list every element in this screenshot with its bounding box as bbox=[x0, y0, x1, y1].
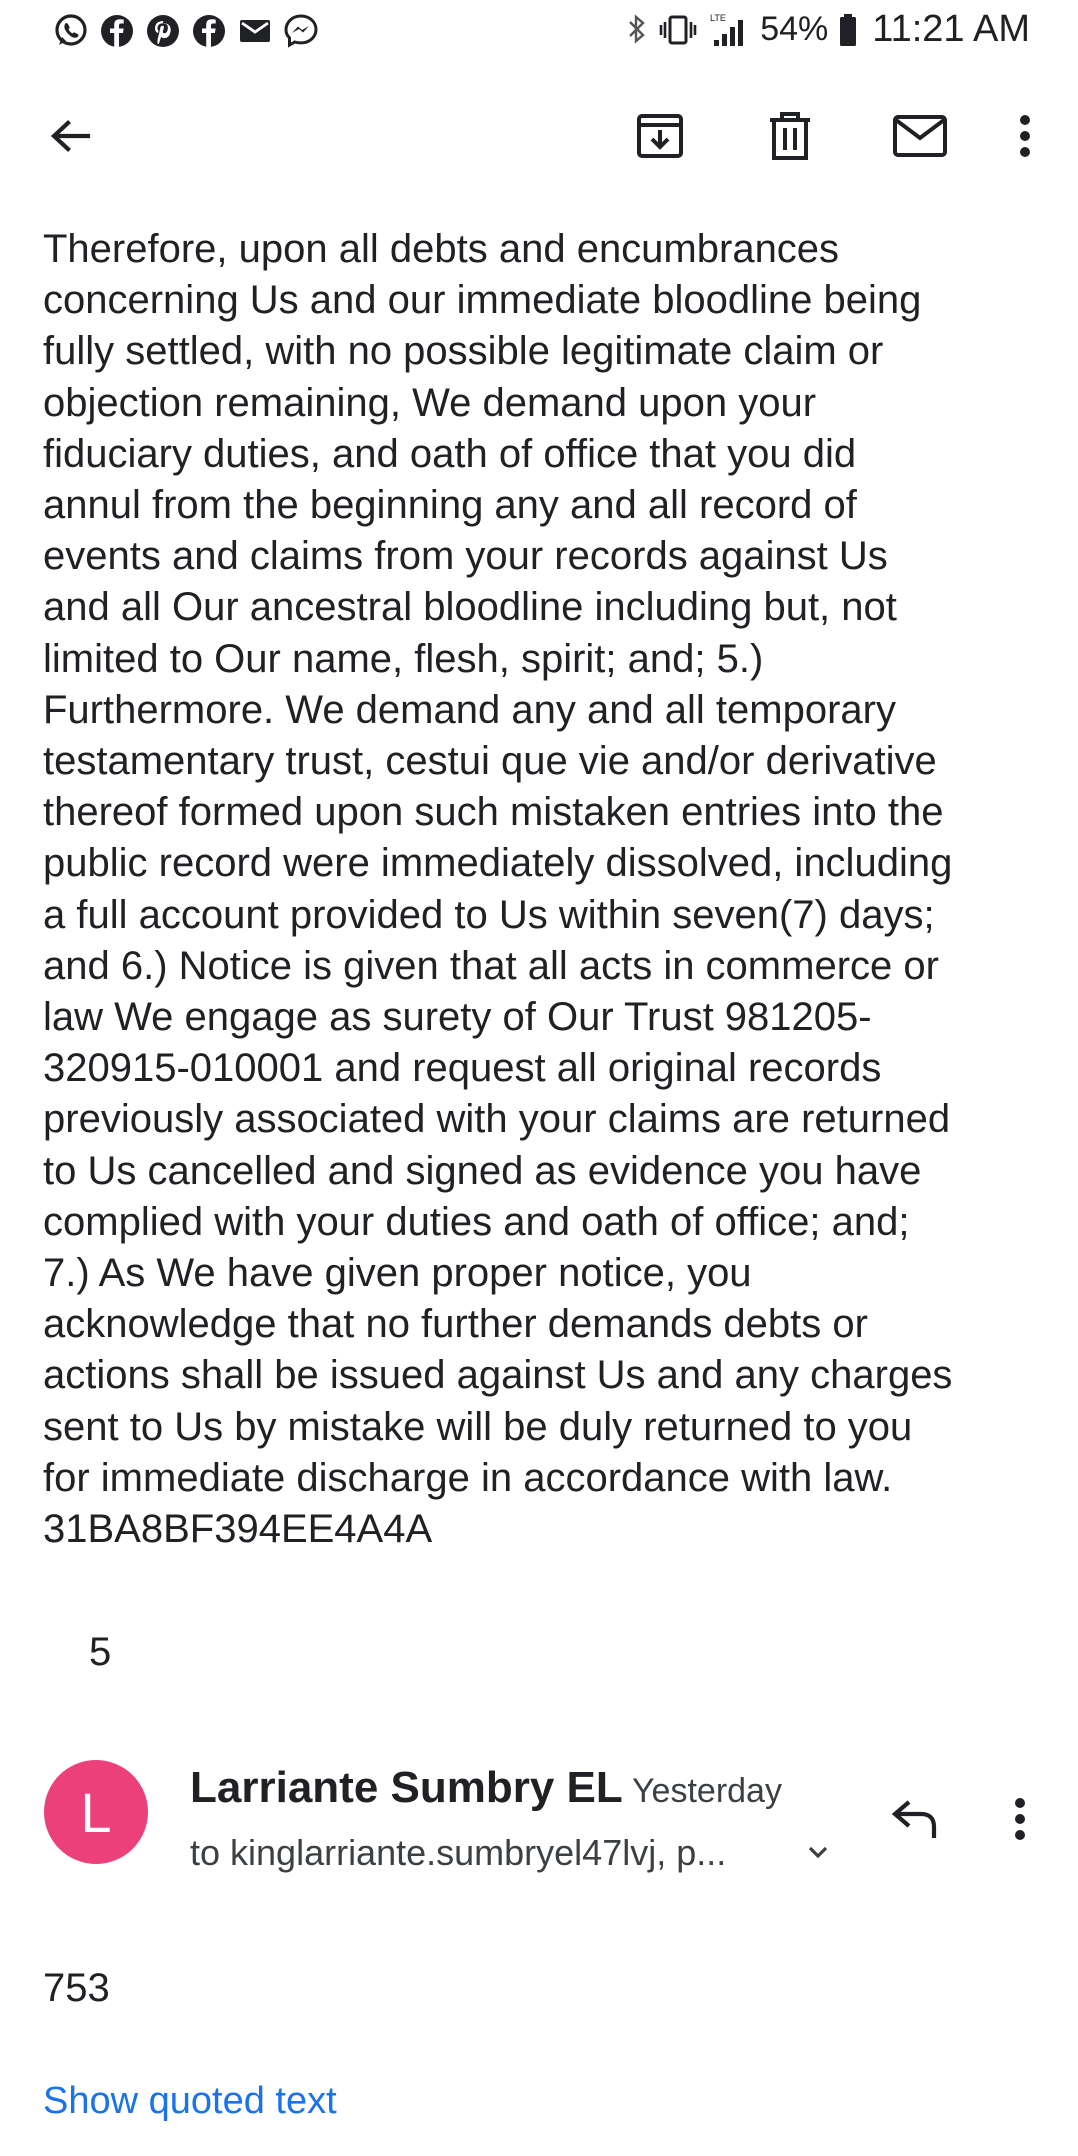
recipient-details[interactable]: to kinglarriante.sumbryel47lvj, p... bbox=[190, 1832, 727, 1873]
body-line: law We engage as surety of Our Trust 981205- bbox=[43, 995, 872, 1040]
vibrate-icon bbox=[658, 13, 698, 47]
clock: 11:21 AM bbox=[872, 8, 1030, 50]
battery-icon bbox=[838, 12, 858, 48]
body-line: public record were immediately dissolved, including bbox=[43, 841, 953, 886]
body-line: and all Our ancestral bloodline including but, not bbox=[43, 585, 897, 630]
collapsed-messages-count[interactable]: 5 bbox=[89, 1630, 112, 1674]
more-vert-icon bbox=[1012, 1795, 1028, 1848]
archive-button[interactable] bbox=[630, 108, 690, 168]
pinterest-icon bbox=[144, 12, 182, 50]
chevron-down-icon bbox=[805, 1839, 831, 1870]
body-line: acknowledge that no further demands debts or bbox=[43, 1302, 868, 1347]
body-line: thereof formed upon such mistaken entries into the bbox=[43, 790, 944, 835]
more-vert-icon bbox=[1017, 112, 1033, 165]
body-line: a full account provided to Us within seven(7) days; bbox=[43, 892, 935, 937]
mark-unread-button[interactable] bbox=[890, 108, 950, 168]
reply-icon bbox=[887, 1794, 943, 1849]
body-line: 320915-010001 and request all original records bbox=[43, 1046, 882, 1091]
facebook-icon bbox=[190, 12, 228, 50]
message-body bbox=[43, 224, 1053, 1555]
more-options-button[interactable] bbox=[1000, 108, 1050, 168]
body-line: Furthermore. We demand any and all temporary bbox=[43, 687, 896, 732]
sender-name: Larriante Sumbry EL bbox=[190, 1763, 623, 1812]
body-line: for immediate discharge in accordance with law. bbox=[43, 1455, 893, 1500]
body-line: testamentary trust, cestui que vie and/or derivative bbox=[43, 739, 937, 784]
body-line: to Us cancelled and signed as evidence you have bbox=[43, 1148, 922, 1193]
archive-icon bbox=[634, 110, 686, 167]
system-status bbox=[626, 8, 1030, 51]
expand-details-button[interactable] bbox=[800, 1836, 836, 1872]
notification-icons bbox=[52, 12, 320, 50]
body-line: fully settled, with no possible legitimate claim or bbox=[43, 329, 884, 374]
delete-icon bbox=[764, 110, 816, 167]
body-line: fiduciary duties, and oath of office that you did bbox=[43, 431, 857, 476]
battery-percent: 54% bbox=[760, 10, 829, 48]
body-line: 7.) As We have given proper notice, you bbox=[43, 1251, 752, 1296]
body-line: concerning Us and our immediate bloodline being bbox=[43, 278, 922, 323]
body-line: annul from the beginning any and all record of bbox=[43, 483, 857, 528]
mark-unread-icon bbox=[892, 112, 948, 165]
avatar[interactable]: L bbox=[44, 1760, 148, 1864]
svg-text:LTE: LTE bbox=[710, 12, 727, 23]
app-bar bbox=[0, 66, 1078, 206]
body-line: objection remaining, We demand upon your bbox=[43, 380, 817, 425]
messenger-icon bbox=[282, 12, 320, 50]
back-arrow-icon bbox=[46, 112, 94, 165]
reply-button[interactable] bbox=[880, 1786, 950, 1856]
body-line: sent to Us by mistake will be duly returned to you bbox=[43, 1404, 913, 1449]
body-line: actions shall be issued against Us and any charges bbox=[43, 1353, 953, 1398]
body-line: 31BA8BF394EE4A4A bbox=[43, 1507, 433, 1552]
delete-button[interactable] bbox=[760, 108, 820, 168]
signal-icon bbox=[708, 12, 750, 48]
reply-message-body: 753 bbox=[43, 1966, 110, 2010]
body-line: previously associated with your claims are returned bbox=[43, 1097, 951, 1142]
message-more-button[interactable] bbox=[1000, 1786, 1040, 1856]
gmail-icon bbox=[236, 12, 274, 50]
body-line: complied with your duties and oath of office; and; bbox=[43, 1199, 910, 1244]
back-button[interactable] bbox=[40, 108, 100, 168]
body-line: Therefore, upon all debts and encumbrances bbox=[43, 227, 840, 271]
body-line: limited to Our name, flesh, spirit; and; 5.) bbox=[43, 636, 764, 681]
show-quoted-text-link[interactable]: Show quoted text bbox=[43, 2080, 337, 2122]
facebook-icon bbox=[98, 12, 136, 50]
whatsapp-icon bbox=[52, 12, 90, 50]
message-time: Yesterday bbox=[632, 1772, 782, 1810]
status-bar bbox=[0, 0, 1078, 66]
body-line: and 6.) Notice is given that all acts in commerce or bbox=[43, 943, 939, 988]
body-line: events and claims from your records against Us bbox=[43, 534, 888, 579]
bluetooth-icon bbox=[626, 13, 648, 47]
